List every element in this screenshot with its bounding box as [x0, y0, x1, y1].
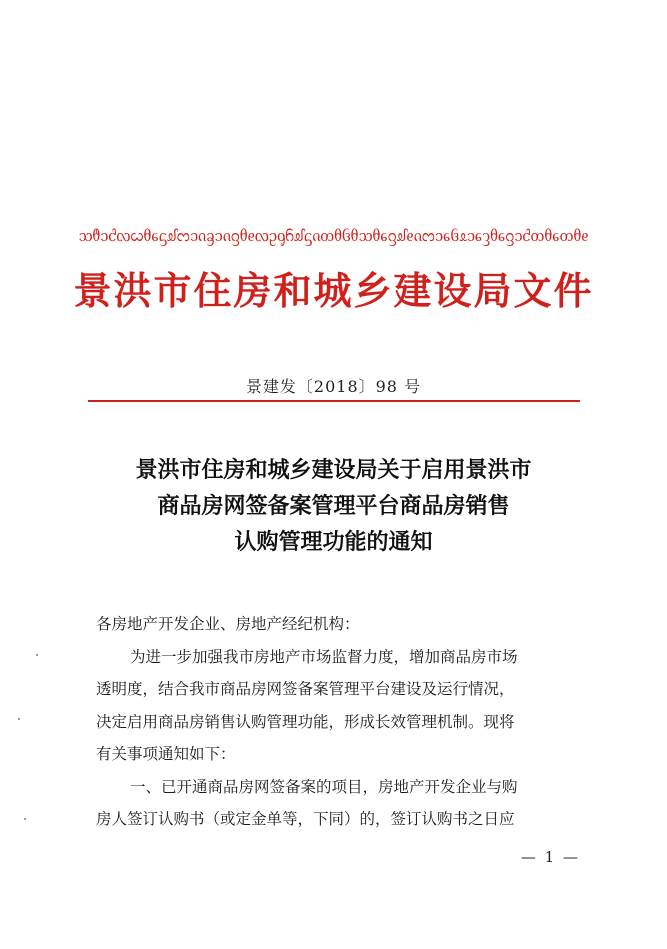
- red-separator-line: [88, 400, 580, 402]
- title-line: 认购管理功能的通知: [234, 529, 433, 555]
- notice-body: [96, 608, 580, 836]
- body-line: 透明度，结合我市商品房网签备案管理平台建设及运行情况，: [96, 680, 515, 698]
- scan-speck: [36, 654, 38, 656]
- dai-script-header: ᦉᦹᦱᦺᦟᦍᦲᧈᦓᦾᦂᦱᦵᦃᦱᦵᦋᦲᧉᦟᦳᧁᦆᦾᦓᦵᦎᦲᦑᦲᦉᦲᧈᦋᦾᧉᦵᦂᦱᧈᦑᦸᦱᧈᦡᦲᧈᦋᦱᦺᦎᦲᧈᦎᦲᧉ: [78, 226, 589, 246]
- notice-title: [0, 452, 667, 560]
- title-line: 景洪市住房和城乡建设局关于启用景洪市: [135, 457, 532, 483]
- body-line: 房人签订认购书（或定金单等，下同）的，签订认购书之日应: [96, 810, 515, 828]
- issuing-bureau-name: 景洪市住房和城乡建设局文件: [73, 268, 594, 313]
- body-line: 为进一步加强我市房地产市场监督力度，增加商品房市场: [130, 647, 518, 666]
- body-line: 一、已开通商品房网签备案的项目，房地产开发企业与购: [130, 777, 518, 796]
- page-number: — 1 —: [520, 848, 580, 866]
- addressee-line: 各房地产开发企业、房地产经纪机构：: [96, 615, 360, 633]
- scan-speck: [18, 718, 20, 720]
- body-line: 决定启用商品房销售认购管理功能，形成长效管理机制。现将: [96, 712, 515, 731]
- body-line: 有关事项通知如下：: [96, 745, 236, 763]
- scan-speck: [24, 818, 26, 820]
- document-number: 景建发〔2018〕98 号: [245, 377, 422, 396]
- title-line: 商品房网签备案管理平台商品房销售: [157, 493, 510, 519]
